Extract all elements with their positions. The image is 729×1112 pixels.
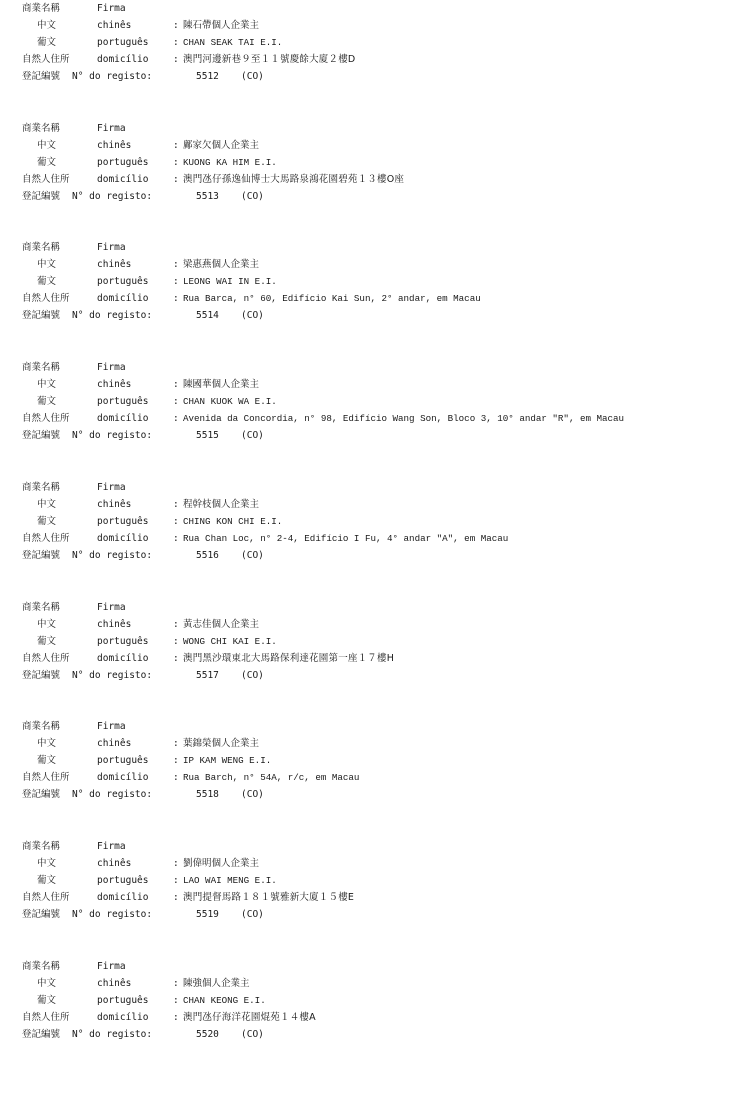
- domicile-line: [0, 652, 395, 666]
- colon: :: [173, 891, 179, 903]
- firm-line: [0, 840, 126, 854]
- chinese-label-zh: 中文: [37, 977, 57, 989]
- portuguese-label-pt: português: [97, 755, 149, 767]
- registry-number: 5517: [196, 669, 219, 681]
- chinese-name-value: 陳國華個人企業主: [183, 379, 260, 391]
- domicile-label-zh: 自然人住所: [22, 1011, 70, 1023]
- portuguese-label-zh: 葡文: [37, 874, 57, 886]
- portuguese-name-line: [0, 994, 266, 1008]
- chinese-label-zh: 中文: [37, 379, 57, 391]
- registry-line: [0, 549, 264, 563]
- domicile-value: Rua Chan Loc, n° 2-4, Edifício I Fu, 4° andar "A", em Macau: [183, 532, 509, 544]
- portuguese-name-value: IP KAM WENG E.I.: [183, 755, 272, 767]
- colon: :: [173, 139, 179, 151]
- firm-label-zh: 商業名稱: [22, 960, 61, 972]
- registry-label-zh: 登記編號: [22, 669, 61, 681]
- firm-line: [0, 122, 126, 136]
- portuguese-label-pt: português: [97, 156, 149, 168]
- firm-label-pt: Firma: [97, 481, 126, 493]
- portuguese-name-line: [0, 515, 283, 529]
- colon: :: [173, 652, 179, 664]
- colon: :: [173, 532, 179, 544]
- chinese-label-pt: chinês: [97, 857, 132, 869]
- domicile-label-zh: 自然人住所: [22, 891, 70, 903]
- firm-label-pt: Firma: [97, 840, 126, 852]
- firm-label-pt: Firma: [97, 960, 126, 972]
- registry-line: [0, 70, 264, 84]
- portuguese-label-zh: 葡文: [37, 755, 57, 767]
- colon: :: [173, 276, 179, 288]
- portuguese-name-value: CHAN KEONG E.I.: [183, 994, 266, 1006]
- domicile-value: 澳門黑沙環東北大馬路保利達花園第一座１７樓H: [183, 652, 395, 664]
- chinese-label-pt: chinês: [97, 498, 132, 510]
- registry-entry: [0, 122, 729, 212]
- portuguese-name-value: WONG CHI KAI E.I.: [183, 635, 277, 647]
- registry-code: (CO): [241, 1028, 264, 1040]
- portuguese-name-value: CHING KON CHI E.I.: [183, 515, 283, 527]
- registry-number: 5513: [196, 190, 219, 202]
- firm-label-pt: Firma: [97, 3, 126, 14]
- chinese-name-line: [0, 498, 260, 512]
- firm-label-zh: 商業名稱: [22, 242, 61, 254]
- registry-code: (CO): [241, 908, 264, 920]
- chinese-name-line: [0, 378, 260, 392]
- registry-label-zh: 登記編號: [22, 430, 61, 442]
- portuguese-label-pt: português: [97, 396, 149, 408]
- registry-line: [0, 429, 264, 443]
- domicile-line: [0, 292, 481, 306]
- portuguese-label-zh: 葡文: [37, 276, 57, 288]
- domicile-value: 澳門氹仔海洋花園焜苑１４樓A: [183, 1011, 316, 1023]
- domicile-line: [0, 771, 360, 785]
- domicile-line: [0, 173, 405, 187]
- chinese-name-value: 劉偉明個人企業主: [183, 857, 260, 869]
- registry-label-pt: N° do registo:: [72, 908, 153, 920]
- domicile-value: Rua Barca, n° 60, Edifício Kai Sun, 2° andar, em Macau: [183, 293, 481, 305]
- portuguese-name-line: [0, 635, 277, 649]
- domicile-label-pt: domicílio: [97, 532, 149, 544]
- colon: :: [173, 54, 179, 65]
- chinese-name-line: [0, 139, 260, 153]
- chinese-label-pt: chinês: [97, 618, 132, 630]
- chinese-label-zh: 中文: [37, 618, 57, 630]
- domicile-line: [0, 1011, 316, 1025]
- chinese-label-zh: 中文: [37, 738, 57, 750]
- registry-line: [0, 1028, 264, 1042]
- firm-label-zh: 商業名稱: [22, 721, 61, 733]
- domicile-label-zh: 自然人住所: [22, 293, 70, 305]
- colon: :: [173, 293, 179, 305]
- portuguese-label-zh: 葡文: [37, 635, 57, 647]
- firm-label-pt: Firma: [97, 601, 126, 613]
- colon: :: [173, 413, 179, 425]
- domicile-label-pt: domicílio: [97, 173, 149, 185]
- registry-label-zh: 登記編號: [22, 549, 61, 561]
- domicile-line: [0, 53, 356, 67]
- registry-label-zh: 登記編號: [22, 789, 61, 801]
- portuguese-name-line: [0, 275, 277, 289]
- registry-number: 5514: [196, 310, 219, 322]
- registry-label-pt: N° do registo:: [72, 71, 153, 82]
- domicile-line: [0, 412, 625, 426]
- chinese-label-pt: chinês: [97, 259, 132, 271]
- colon: :: [173, 994, 179, 1006]
- firm-label-pt: Firma: [97, 242, 126, 254]
- registry-line: [0, 190, 264, 204]
- colon: :: [173, 874, 179, 886]
- firm-label-zh: 商業名稱: [22, 840, 61, 852]
- colon: :: [173, 515, 179, 527]
- registry-label-pt: N° do registo:: [72, 1028, 153, 1040]
- registry-label-zh: 登記編號: [22, 908, 61, 920]
- registry-code: (CO): [241, 789, 264, 801]
- firm-line: [0, 2, 126, 16]
- registry-label-pt: N° do registo:: [72, 669, 153, 681]
- registry-label-pt: N° do registo:: [72, 430, 153, 442]
- domicile-value: Avenida da Concordia, n° 98, Edifício Wang Son, Bloco 3, 10° andar "R", em Macau: [183, 413, 625, 425]
- domicile-label-zh: 自然人住所: [22, 532, 70, 544]
- registry-code: (CO): [241, 71, 264, 82]
- portuguese-label-pt: português: [97, 874, 149, 886]
- registry-entry: [0, 601, 729, 691]
- domicile-label-pt: domicílio: [97, 1011, 149, 1023]
- chinese-label-pt: chinês: [97, 139, 132, 151]
- colon: :: [173, 618, 179, 630]
- chinese-name-value: 鄺家欠個人企業主: [183, 139, 260, 151]
- colon: :: [173, 635, 179, 647]
- domicile-label-zh: 自然人住所: [22, 173, 70, 185]
- registry-line: [0, 309, 264, 323]
- firm-label-zh: 商業名稱: [22, 601, 61, 613]
- firm-label-pt: Firma: [97, 362, 126, 374]
- firm-line: [0, 601, 126, 615]
- chinese-label-zh: 中文: [37, 498, 57, 510]
- domicile-value: 澳門提督馬路１８１號雅新大廈１５樓E: [183, 891, 355, 903]
- colon: :: [173, 20, 179, 31]
- colon: :: [173, 738, 179, 750]
- portuguese-label-pt: português: [97, 276, 149, 288]
- chinese-name-line: [0, 258, 260, 272]
- portuguese-label-zh: 葡文: [37, 156, 57, 168]
- portuguese-label-zh: 葡文: [37, 994, 57, 1006]
- domicile-label-pt: domicílio: [97, 652, 149, 664]
- chinese-label-zh: 中文: [37, 20, 57, 31]
- domicile-label-zh: 自然人住所: [22, 772, 70, 784]
- registry-code: (CO): [241, 549, 264, 561]
- registry-line: [0, 669, 264, 683]
- domicile-label-pt: domicílio: [97, 293, 149, 305]
- registry-code: (CO): [241, 310, 264, 322]
- chinese-label-zh: 中文: [37, 857, 57, 869]
- chinese-name-line: [0, 737, 260, 751]
- colon: :: [173, 498, 179, 510]
- portuguese-name-value: CHAN KUOK WA E.I.: [183, 396, 277, 408]
- chinese-name-value: 黃志佳個人企業主: [183, 618, 260, 630]
- registry-number: 5520: [196, 1028, 219, 1040]
- colon: :: [173, 772, 179, 784]
- firm-label-zh: 商業名稱: [22, 362, 61, 374]
- domicile-value: 澳門氹仔孫逸仙博士大馬路泉鴻花園碧苑１３樓O座: [183, 173, 405, 185]
- registry-number: 5518: [196, 789, 219, 801]
- registry-entry: [0, 241, 729, 331]
- colon: :: [173, 396, 179, 408]
- firm-label-zh: 商業名稱: [22, 3, 61, 14]
- domicile-label-zh: 自然人住所: [22, 54, 70, 65]
- portuguese-name-line: [0, 754, 272, 768]
- domicile-value: Rua Barch, n° 54A, r/c, em Macau: [183, 772, 360, 784]
- registry-label-pt: N° do registo:: [72, 310, 153, 322]
- colon: :: [173, 259, 179, 271]
- chinese-name-line: [0, 618, 260, 632]
- chinese-label-pt: chinês: [97, 977, 132, 989]
- registry-line: [0, 788, 264, 802]
- chinese-name-value: 葉錦榮個人企業主: [183, 738, 260, 750]
- portuguese-name-value: KUONG KA HIM E.I.: [183, 156, 277, 168]
- portuguese-name-line: [0, 874, 277, 888]
- registry-label-pt: N° do registo:: [72, 190, 153, 202]
- portuguese-name-line: [0, 395, 277, 409]
- portuguese-label-pt: português: [97, 635, 149, 647]
- registry-entry: [0, 840, 729, 930]
- chinese-name-value: 程幹枝個人企業主: [183, 498, 260, 510]
- registry-number: 5519: [196, 908, 219, 920]
- firm-line: [0, 361, 126, 375]
- colon: :: [173, 857, 179, 869]
- registry-line: [0, 908, 264, 922]
- colon: :: [173, 156, 179, 168]
- chinese-name-line: [0, 857, 260, 871]
- portuguese-label-pt: português: [97, 37, 149, 48]
- domicile-label-zh: 自然人住所: [22, 413, 70, 425]
- chinese-label-pt: chinês: [97, 738, 132, 750]
- registry-label-zh: 登記編號: [22, 310, 61, 322]
- firm-label-zh: 商業名稱: [22, 122, 61, 134]
- registry-number: 5512: [196, 71, 219, 82]
- registry-entry: [0, 481, 729, 571]
- firm-line: [0, 960, 126, 974]
- portuguese-name-value: LAO WAI MENG E.I.: [183, 874, 277, 886]
- domicile-line: [0, 891, 355, 905]
- portuguese-label-pt: português: [97, 994, 149, 1006]
- firm-line: [0, 720, 126, 734]
- portuguese-name-value: LEONG WAI IN E.I.: [183, 276, 277, 288]
- portuguese-name-line: [0, 156, 277, 170]
- registry-code: (CO): [241, 190, 264, 202]
- registry-number: 5515: [196, 430, 219, 442]
- firm-label-zh: 商業名稱: [22, 481, 61, 493]
- portuguese-label-zh: 葡文: [37, 396, 57, 408]
- chinese-name-line: [0, 19, 260, 33]
- portuguese-name-line: [0, 36, 283, 50]
- registry-entry: [0, 960, 729, 1050]
- registry-code: (CO): [241, 430, 264, 442]
- chinese-label-zh: 中文: [37, 139, 57, 151]
- domicile-label-pt: domicílio: [97, 54, 149, 65]
- domicile-label-zh: 自然人住所: [22, 652, 70, 664]
- registry-label-pt: N° do registo:: [72, 789, 153, 801]
- chinese-label-pt: chinês: [97, 20, 132, 31]
- domicile-value: 澳門河邊新巷９至１１號慶餘大廈２樓D: [183, 54, 356, 65]
- colon: :: [173, 755, 179, 767]
- domicile-label-pt: domicílio: [97, 413, 149, 425]
- portuguese-label-zh: 葡文: [37, 515, 57, 527]
- firm-label-pt: Firma: [97, 721, 126, 733]
- chinese-name-value: 梁惠燕個人企業主: [183, 259, 260, 271]
- registry-label-zh: 登記編號: [22, 190, 61, 202]
- colon: :: [173, 977, 179, 989]
- domicile-line: [0, 532, 509, 546]
- registry-entry: [0, 361, 729, 451]
- firm-line: [0, 481, 126, 495]
- registry-label-zh: 登記編號: [22, 71, 61, 82]
- firm-line: [0, 241, 126, 255]
- chinese-label-zh: 中文: [37, 259, 57, 271]
- registry-label-zh: 登記編號: [22, 1028, 61, 1040]
- colon: :: [173, 379, 179, 391]
- domicile-label-pt: domicílio: [97, 891, 149, 903]
- colon: :: [173, 173, 179, 185]
- chinese-label-pt: chinês: [97, 379, 132, 391]
- chinese-name-line: [0, 977, 250, 991]
- chinese-name-value: 陳強個人企業主: [183, 977, 250, 989]
- portuguese-label-zh: 葡文: [37, 37, 57, 48]
- registry-entry: [0, 720, 729, 810]
- registry-code: (CO): [241, 669, 264, 681]
- portuguese-label-pt: português: [97, 515, 149, 527]
- portuguese-name-value: CHAN SEAK TAI E.I.: [183, 37, 283, 48]
- registry-label-pt: N° do registo:: [72, 549, 153, 561]
- firm-label-pt: Firma: [97, 122, 126, 134]
- registry-entry: [0, 2, 729, 92]
- chinese-name-value: 陳石帶個人企業主: [183, 20, 260, 31]
- colon: :: [173, 37, 179, 48]
- colon: :: [173, 1011, 179, 1023]
- registry-number: 5516: [196, 549, 219, 561]
- domicile-label-pt: domicílio: [97, 772, 149, 784]
